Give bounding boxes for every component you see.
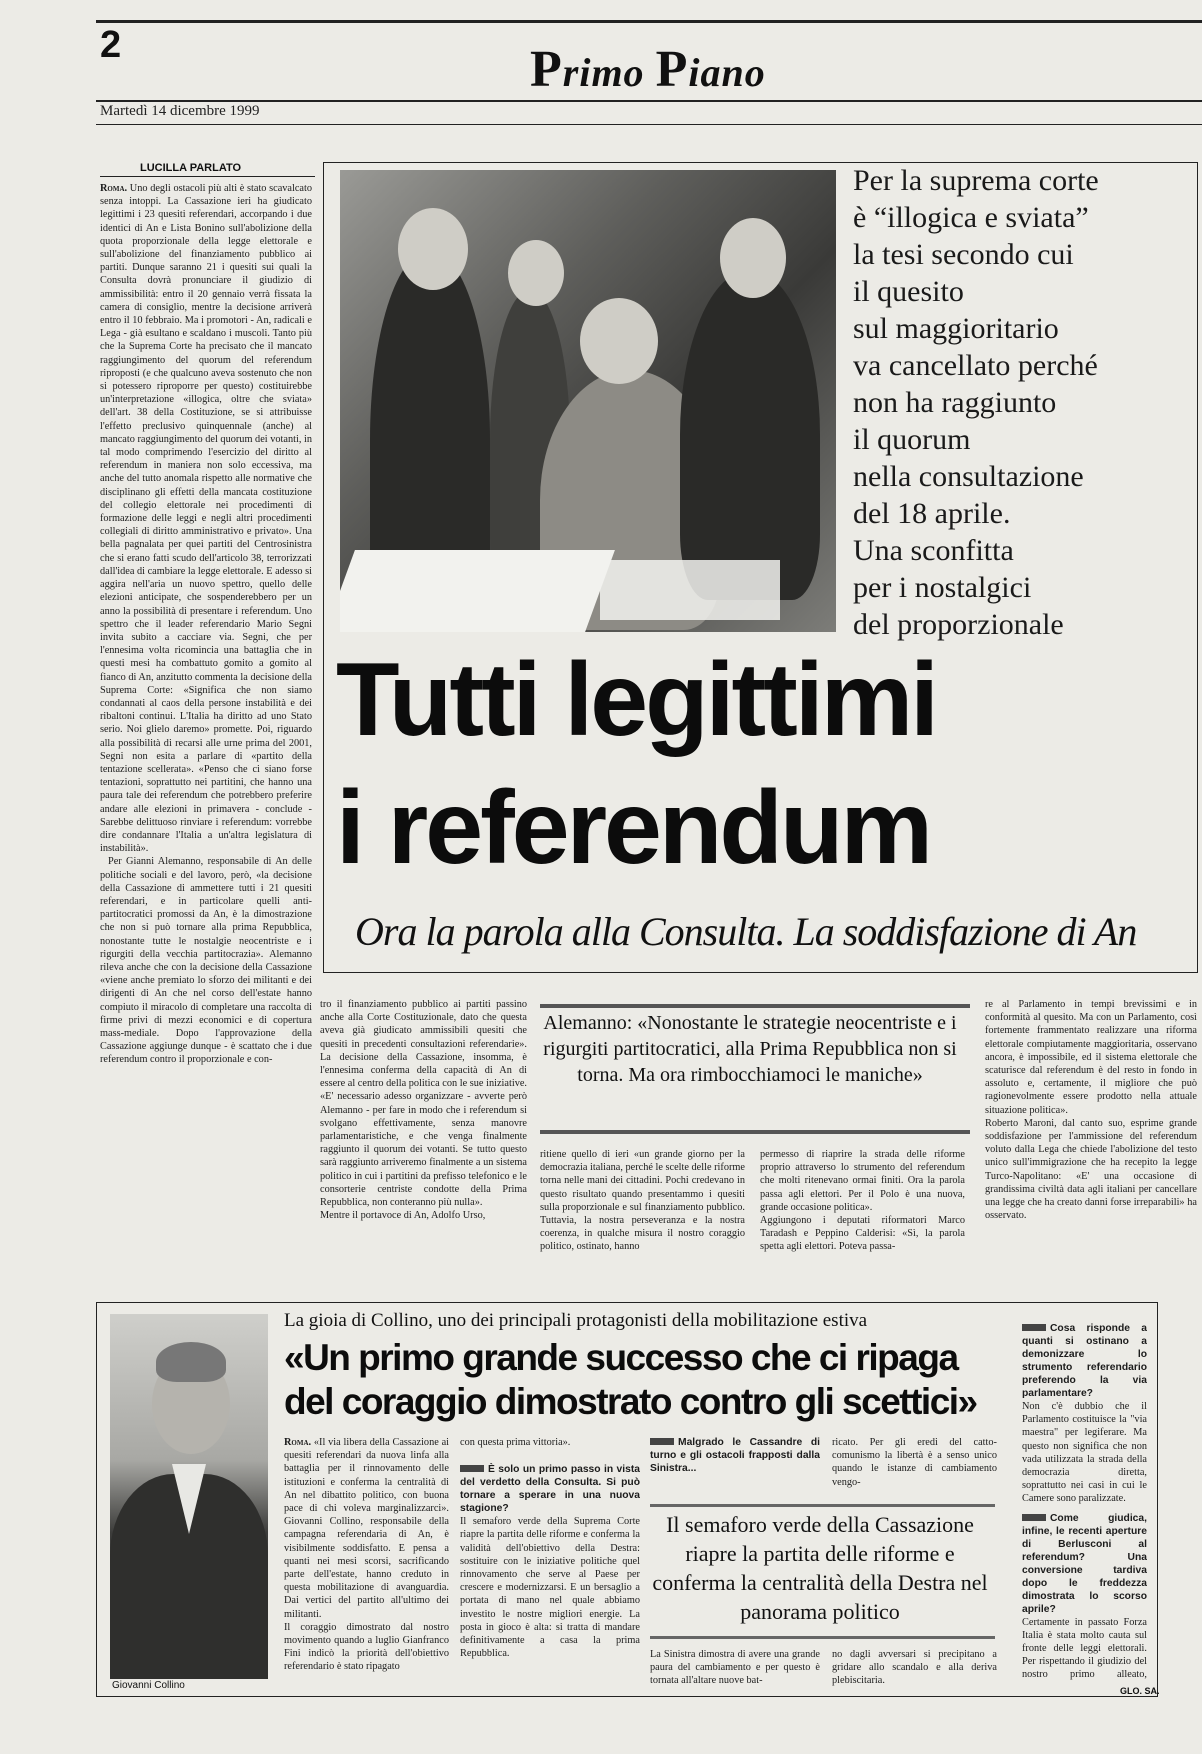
question-marker-icon (1022, 1514, 1046, 1521)
question-marker-icon (460, 1465, 484, 1472)
header-rule (96, 100, 1202, 102)
article-column-5: re al Parlamento in tempi brevissimi e in conformità al quesito. Ma con un Parlamento, così fortemente frammentato realizzare una riforma elettorale compiutamente maggioritaria, osservano ancora, è impossibile, ed il sistema elettorale che scaturisce dal referendum è del resto in fondo in assoluto e, certamente, il migliore che può ragionevolmente essere prodotto nella attuale situazione politica». Roberto Maroni, dal canto suo, esprime grande soddisfazione per l'ammissione del referendum voluto dalla Lega che chiede l'abolizione del testo unico sull'immigrazione che ha recepito la legge Turco-Napolitano: «E' una occasione di grandissima civiltà data agli italiani per cancellare una legge che ha creato danni forse irreparabili» ha osservato. (985, 999, 1197, 1222)
photo-face (720, 218, 786, 298)
portrait-hair (156, 1342, 226, 1382)
headline-line-2: i referendum (336, 770, 930, 886)
author-initials: GLO. SA. (1120, 1686, 1160, 1696)
byline-rule (100, 176, 315, 177)
top-rule (96, 20, 1202, 23)
photo-document (600, 560, 780, 620)
interview-column-5: Cosa risponde a quanti si ostinano a demonizzare lo strumento referendario preferendo la via parlamentare? Non c'è dubbio che il Parlamento costituisce la "via maestra" per legiferare. Ma questo non significa che non vada utilizzata la strada della democrazia diretta, soprattutto nei casi in cui le Camere sono paralizzate. Come giudica, infine, le recenti aperture di Berlusconi al referendum? Una conversione tardiva dopo le freddezza dimostrata lo scorso aprile? Certamente in passato Forza Italia è stata molto cauta sul fronte delle leggi elettorali. Per rispettando il giudizio del nostro primo alleato, (1022, 1323, 1147, 1681)
section-title: Primo Piano (530, 41, 766, 98)
interview-kicker: La gioia di Collino, uno dei principali protagonisti della mobilitazione estiva (284, 1310, 868, 1331)
interview-column-3: La Sinistra dimostra di avere una grande paura del cambiamento e per questo è tornata all'altare nuove bat- (650, 1649, 820, 1687)
interview-column-4: no dagli avversari si precipitano a gridare allo scandalo e alla deriva plebiscitaria. (832, 1649, 997, 1687)
pullquote2-rule-top (650, 1504, 995, 1507)
photo-figure (680, 270, 820, 600)
question-marker-icon (1022, 1324, 1046, 1331)
headline-line-1: Tutti legittimi (336, 642, 937, 758)
interview-column-2: con questa prima vittoria». È solo un primo passo in vista del verdetto della Consulta. Si può tornare a sperare in una nuova stagione? Il semaforo verde della Suprema Corte riapre la partita delle riforme e conferma la validità dell'obiettivo della Destra: sostituire con le iniziative politiche quel rinnovamento che serve al Paese per crescere e modernizzarsi. E un bersaglio a portata di mano nel quale abbiamo investito le nostre migliori energie. La posta in gioco è alta: si tratta di mandare definitivamente a casa la prima Repubblica. (460, 1437, 640, 1660)
interview-pullquote: Il semaforo verde della Cassazione riapre la partita delle riforme e conferma la centralità della Destra nel panorama politico (652, 1512, 988, 1624)
portrait-photo (110, 1314, 268, 1679)
interview-column-3-top: ricato. Per gli eredi del catto-comunismo la libertà è a senso unico quando le istanze di cambiamento vengo- (832, 1437, 997, 1488)
interview-column-1: Roma. «Il via libera della Cassazione ai quesiti referendari da nuova linfa alla battaglia per il rinnovamento delle istituzioni e conferma la centralità di An nel dibattito politico, con buona pace di chi voleva marginalizzarci». Giovanni Collino, responsabile della campagna referendaria di An, è visibilmente soddisfatto. E pensa a quanti nei mesi scorsi, sacrificando parte dell'estate, hanno creduto in questa mobilitazione di avanguardia. Dai vertici del partito all'ultimo dei militanti. Il coraggio dimostrato dal nostro movimento quando a luglio Gianfranco Fini indicò la priorità dell'obiettivo referendario è stato ripagato (284, 1437, 449, 1673)
deck: Ora la parola alla Consulta. La soddisfazione di An (355, 909, 1137, 954)
photo-face (508, 240, 564, 306)
pullquote: Alemanno: «Nonostante le strategie neocentriste e i rigurgiti partitocratici, alla Prima Repubblica non si torna. Ma ora rimbocchiamoci le maniche» (543, 1012, 957, 1086)
pullquote2-rule-bottom (650, 1636, 995, 1639)
interview-question-2: Malgrado le Cassandre di turno e gli ostacoli frapposti dalla Sinistra... (650, 1437, 820, 1474)
interview-headline: «Un primo grande successo che ci ripaga del coraggio dimostrato contro gli scettici» (284, 1337, 977, 1422)
photo-face (580, 298, 658, 384)
photo-face (398, 208, 468, 290)
portrait-caption: Giovanni Collino (112, 1680, 185, 1691)
pullquote-rule-top (540, 1004, 970, 1008)
page-number: 2 (100, 24, 122, 66)
sub-headline: Per la suprema corte è “illogica e sviata” la tesi secondo cui il quesito sul maggioritario va cancellato perché non ha raggiunto il quorum nella consultazione del 18 aprile. Una sconfitta per i nostalgici del proporzionale (853, 164, 1099, 641)
date-rule (96, 124, 1202, 125)
article-column-2: tro il finanziamento pubblico ai partiti passino anche alla Corte Costituzionale, dato che questa aveva già giudicato ammissibili quesiti che quesiti in precedenti consultazioni referendarie». La decisione della Cassazione, insomma, è l'ennesima conferma della capacità di An di essere al centro della politica con le sue iniziative. «E' necessario adesso organizzare - avverte però Alemanno - per fare in modo che i referendum si svolgano effettivamente, senza manovre parlamentaristiche, e che venga finalmente raggiunto il quorum dei votanti. Se tutto questo sarà raggiunto arriveremo finalmente a un sistema politico in cui i partitini da prefisso telefonico e le consorterie centriste condotte della Prima Repubblica, non conteranno più nulla». Mentre il portavoce di An, Adolfo Urso, (320, 999, 527, 1222)
photo-document (340, 550, 615, 632)
article-column-1: Roma. Uno degli ostacoli più alti è stato scavalcato senza intoppi. La Cassazione ieri ha giudicato legittimi i 23 quesiti referendari, accorpando i due identici di An e Lista Bonino sull'abolizione della quota proporzionale della legge elettorale e sull'abolizione del finanziamento pubblico ai partiti. Dunque saranno 21 i quesiti sui quali la Consulta dovrà pronunciare il giudizio di ammissibilità: entro il 20 gennaio verrà fissata la camera di consiglio, mentre la decisione arriverà entro il 10 febbraio. Ma i promotori - An, radicali e Lega - già esultano e scaldano i muscoli. Tanto più che la Suprema Corte ha precisato che il mancato raggiungimento del quorum del referendum riproposti (e che qualcuno aveva sostenuto che non si potessero riproporre per questo) costituirebbe un'interpretazione «illogica, oltre che sviata» dell'art. 38 della Costituzione, se si attribuisse l'effetto preclusivo quinquennale (anche) al mancato raggiungimento del quorum dei votanti, in tal modo comprimendo l'esercizio del diritto al referendum in maniera non solo eccessiva, ma anche del tutto anomala rispetto alle normative che disciplinano gli effetti della mancata costituzione del collegio elettorale nei procedimenti di formazione delle leggi e negli altri procedimenti collegiali di diritto amministrativo e privato». Una bella pagnalata per quei partiti del Centrosinistra che si erano fatti scudo dell'articolo 38, terrorizzati dall'idea di cambiare la legge elettorale. E adesso si aggira nell'aria un nuovo spettro, quello delle elezioni anticipate, che sospenderebbero per un anno la possibilità di presentare i referendum. Uno spettro che il leader referendario Mario Segni invita subito a cacciare via. Segni, che per l'ennesima volta ricomincia una battaglia che in questi mesi ha combattuto gomito a gomito al fianco di An, anzitutto commenta la decisione della Suprema Corte: «Significa che non siamo condannati al caos della persone instabilità e dei ribaltoni continui. L'Italia ha diritto ad uno Stato serio. Noi glielo daremo» promette. Poi, riguardo alla possibilità di recarsi alle urne prima del 2001, Segni non esita a parlare di «partito della tentazione scellerata». «Penso che ci siano forse tentazioni, soprattutto nei partitini, che hanno una paura tale dei referendum che potrebbero preferire andare alle elezioni in primavera - conclude - Sarebbe delittuoso rinviare i referendum: vorrebbe dire condannare l'Italia a un'altra legislatura di instabilità». Per Gianni Alemanno, responsabile di An delle politiche sociali e del lavoro, però, «la decisione della Cassazione di ammettere tutti i 21 quesiti referendari, e in particolare quelli anti-partitocratici promossi da An, è la dimostrazione che non si può tornare alla prima Repubblica, nonostante tutte le nostalgie neocentriste e i rigurgiti della vecchia partitocrazia». Alemanno rileva anche che con la decisione della Cassazione «viene anche premiato lo sforzo dei militanti e dei dirigenti di An che nel corso dell'estate hanno compiuto il miracolo di completare una raccolta di firme privi di mezzi economici e di copertura mass-mediale. Dopo l'approvazione della Cassazione aggiunge dunque - è scattato che i due referendum contro il proporzionale e con- (100, 183, 312, 1066)
pullquote-rule-bottom (540, 1130, 970, 1134)
article-column-3: ritiene quello di ieri «un grande giorno per la democrazia italiana, perché le scelte delle riforme torna nelle mani dei cittadini. Pochi credevano in questo risultato quando presentammo i quesiti sulla proporzionale e sul finanziamento pubblico. Tuttavia, la nostra perseveranza e la nostra coerenza, in qualche misura il nostro coraggio politico, ostinato, hanno (540, 1149, 745, 1253)
issue-date: Martedì 14 dicembre 1999 (100, 103, 260, 119)
question-marker-icon (650, 1438, 674, 1445)
lead-photo (340, 170, 836, 632)
byline: LUCILLA PARLATO (140, 162, 242, 174)
article-column-4: permesso di riaprire la strada delle riforme proprio attraverso lo strumento del referendum che molti ritenevano ormai finiti. Ora la parola passa agli elettori. Per il Polo è una nuova, grande occasione politica». Aggiungono i deputati riformatori Marco Taradash e Peppino Calderisi: «Sì, la parola spetta agli elettori. Poteva passa- (760, 1149, 965, 1253)
